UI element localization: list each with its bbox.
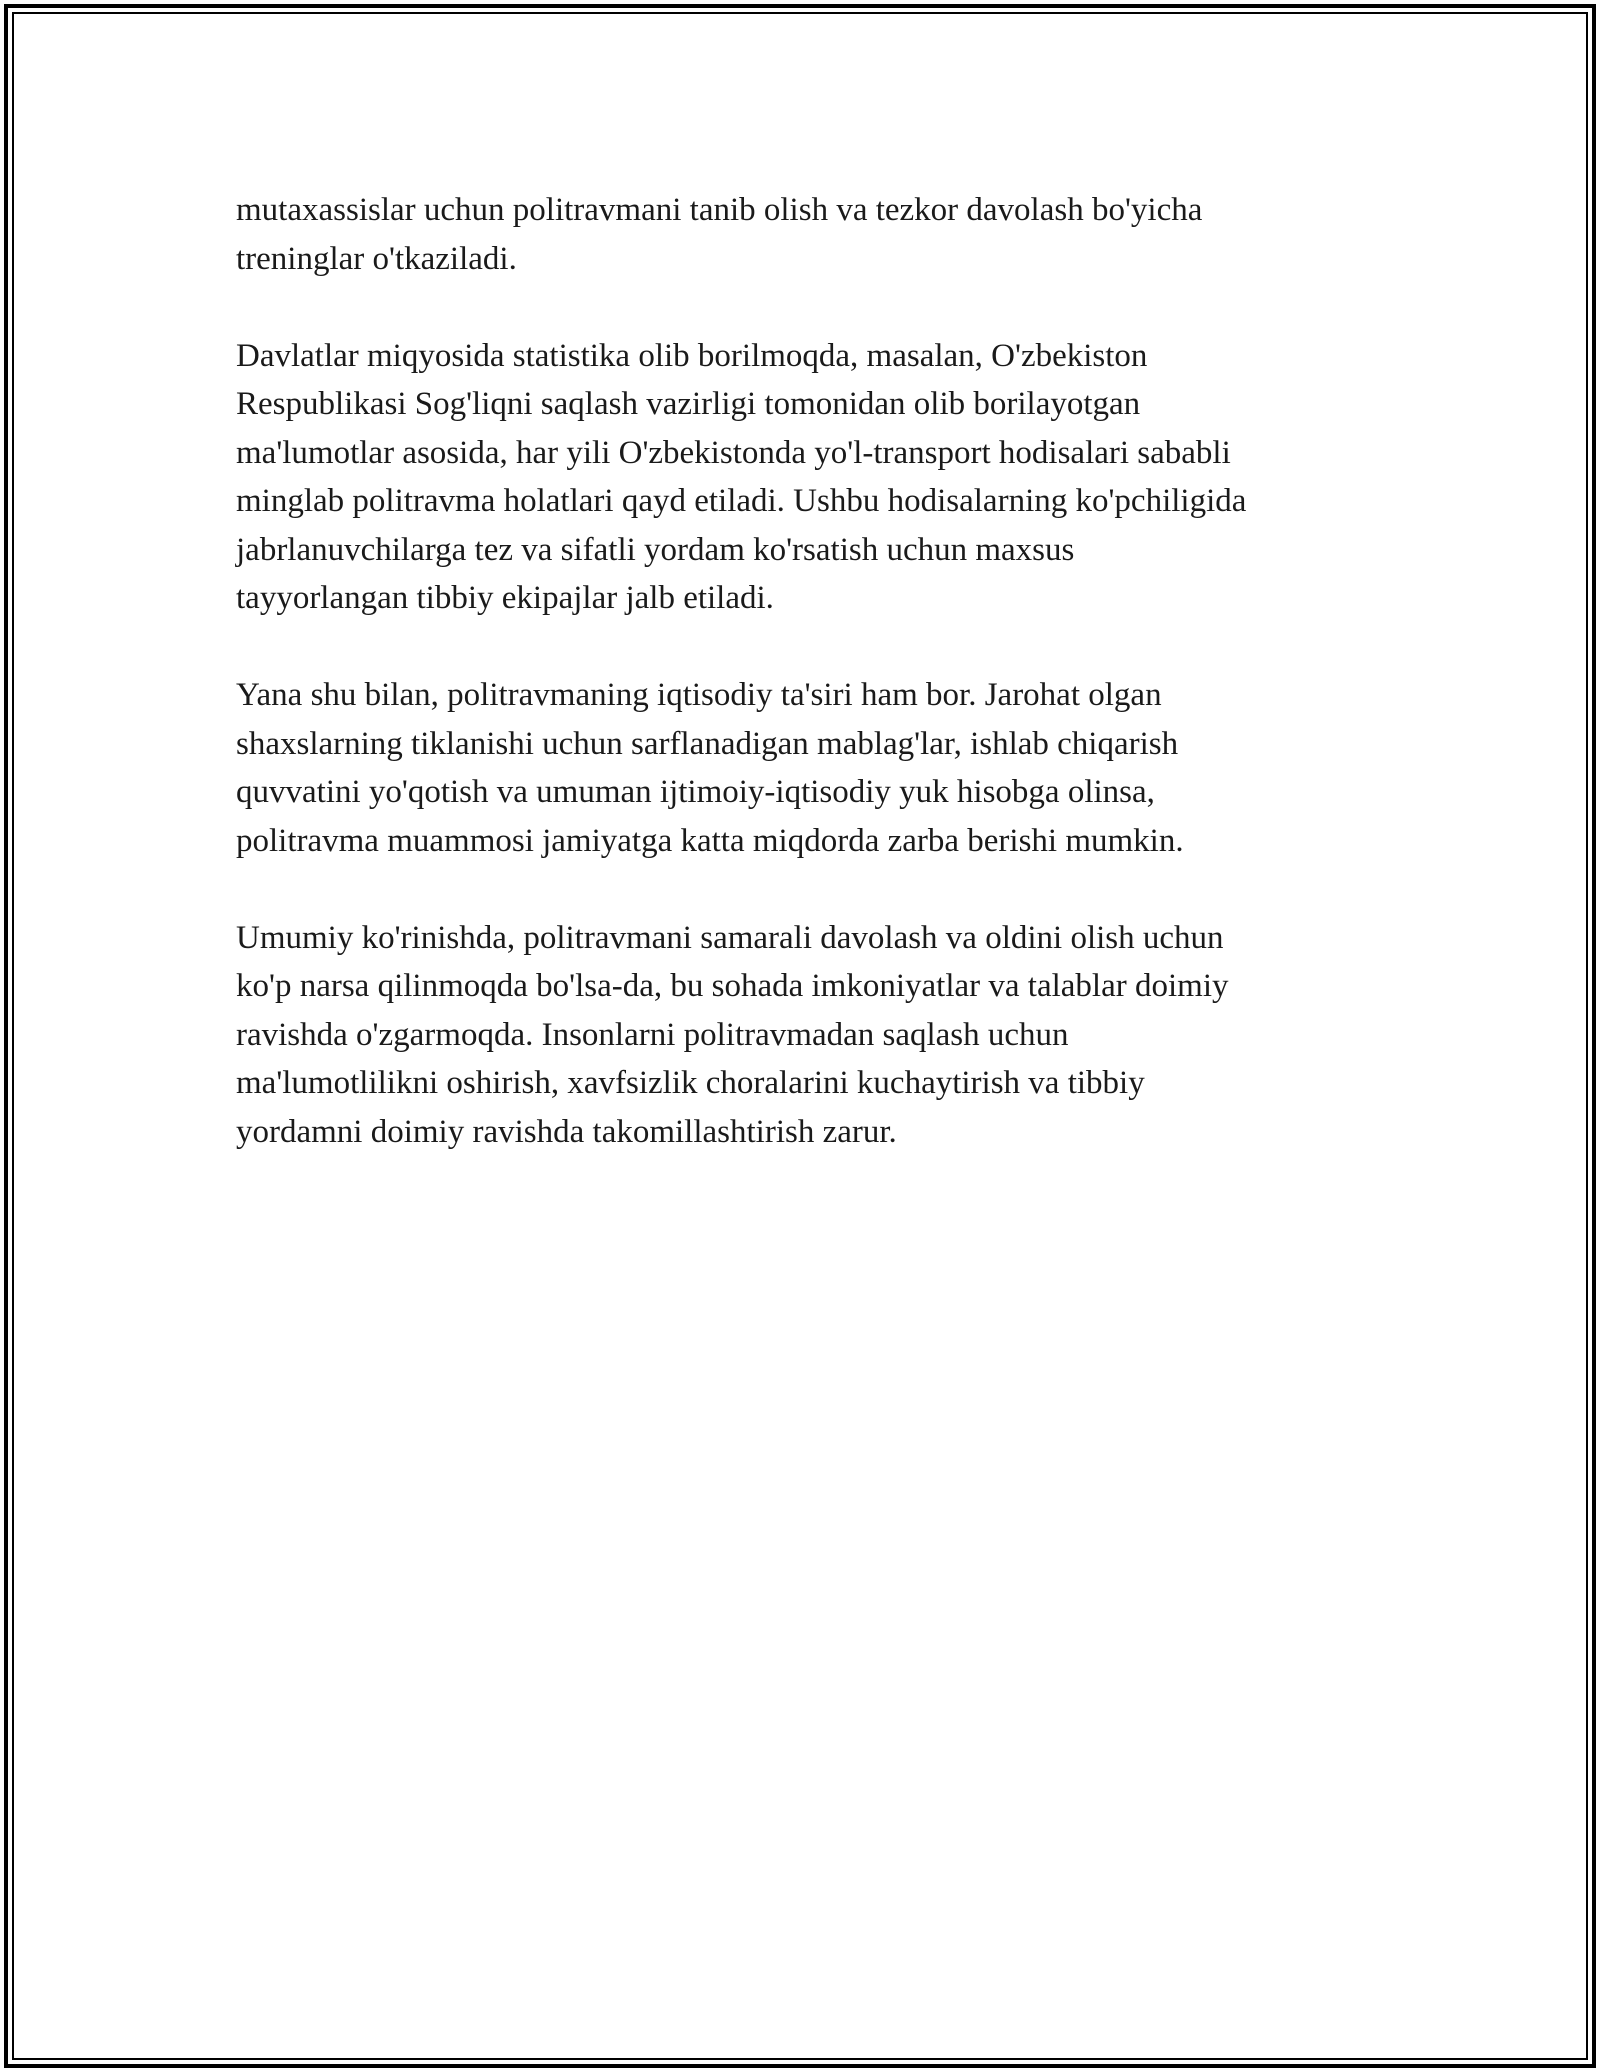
text-line: quvvatini yo'qotish va umuman ijtimoiy-iqtisodiy yuk hisobga olinsa,: [236, 774, 1155, 810]
text-line: shaxslarning tiklanishi uchun sarflanadigan mablag'lar, ishlab chiqarish: [236, 725, 1179, 762]
paragraph-2: [236, 332, 1376, 623]
text-line: mutaxassislar uchun politravmani tanib olish va tezkor davolash bo'yicha: [236, 192, 1203, 228]
text-line: Respublikasi Sog'liqni saqlash vazirligi tomonidan olib borilayotgan: [236, 386, 1141, 422]
text-line: ma'lumotlar asosida, har yili O'zbekistonda yo'l-transport hodisalari sababli: [236, 434, 1231, 471]
text-line: Umumiy ko'rinishda, politravmani samarali davolash va oldini olish uchun: [236, 919, 1224, 956]
text-line: Yana shu bilan, politravmaning iqtisodiy ta'siri ham bor. Jarohat olgan: [236, 677, 1162, 713]
text-line: yordamni doimiy ravishda takomillashtirish zarur.: [236, 1113, 897, 1150]
paragraph-3: [236, 671, 1376, 865]
text-line: politravma muammosi jamiyatga katta miqdorda zarba berishi mumkin.: [236, 822, 1184, 859]
text-line: tayyorlangan tibbiy ekipajlar jalb etiladi.: [236, 580, 774, 616]
text-line: ravishda o'zgarmoqda. Insonlarni politravmadan saqlash uchun: [236, 1016, 1069, 1053]
paragraph-4: [236, 914, 1376, 1157]
text-line: minglab politravma holatlari qayd etiladi. Ushbu hodisalarning ko'pchiligida: [236, 483, 1247, 519]
text-line: ko'p narsa qilinmoqda bo'lsa-da, bu sohada imkoniyatlar va talablar doimiy: [236, 968, 1229, 1004]
text-line: ma'lumotlilikni oshirish, xavfsizlik choralarini kuchaytirish va tibbiy: [236, 1065, 1145, 1101]
text-line: Davlatlar miqyosida statistika olib borilmoqda, masalan, O'zbekiston: [236, 337, 1148, 374]
document-body: [236, 186, 1376, 1205]
paragraph-1: [236, 186, 1376, 283]
text-line: treninglar o'tkaziladi.: [236, 240, 517, 277]
text-line: jabrlanuvchilarga tez va sifatli yordam ko'rsatish uchun maxsus: [236, 531, 1075, 568]
